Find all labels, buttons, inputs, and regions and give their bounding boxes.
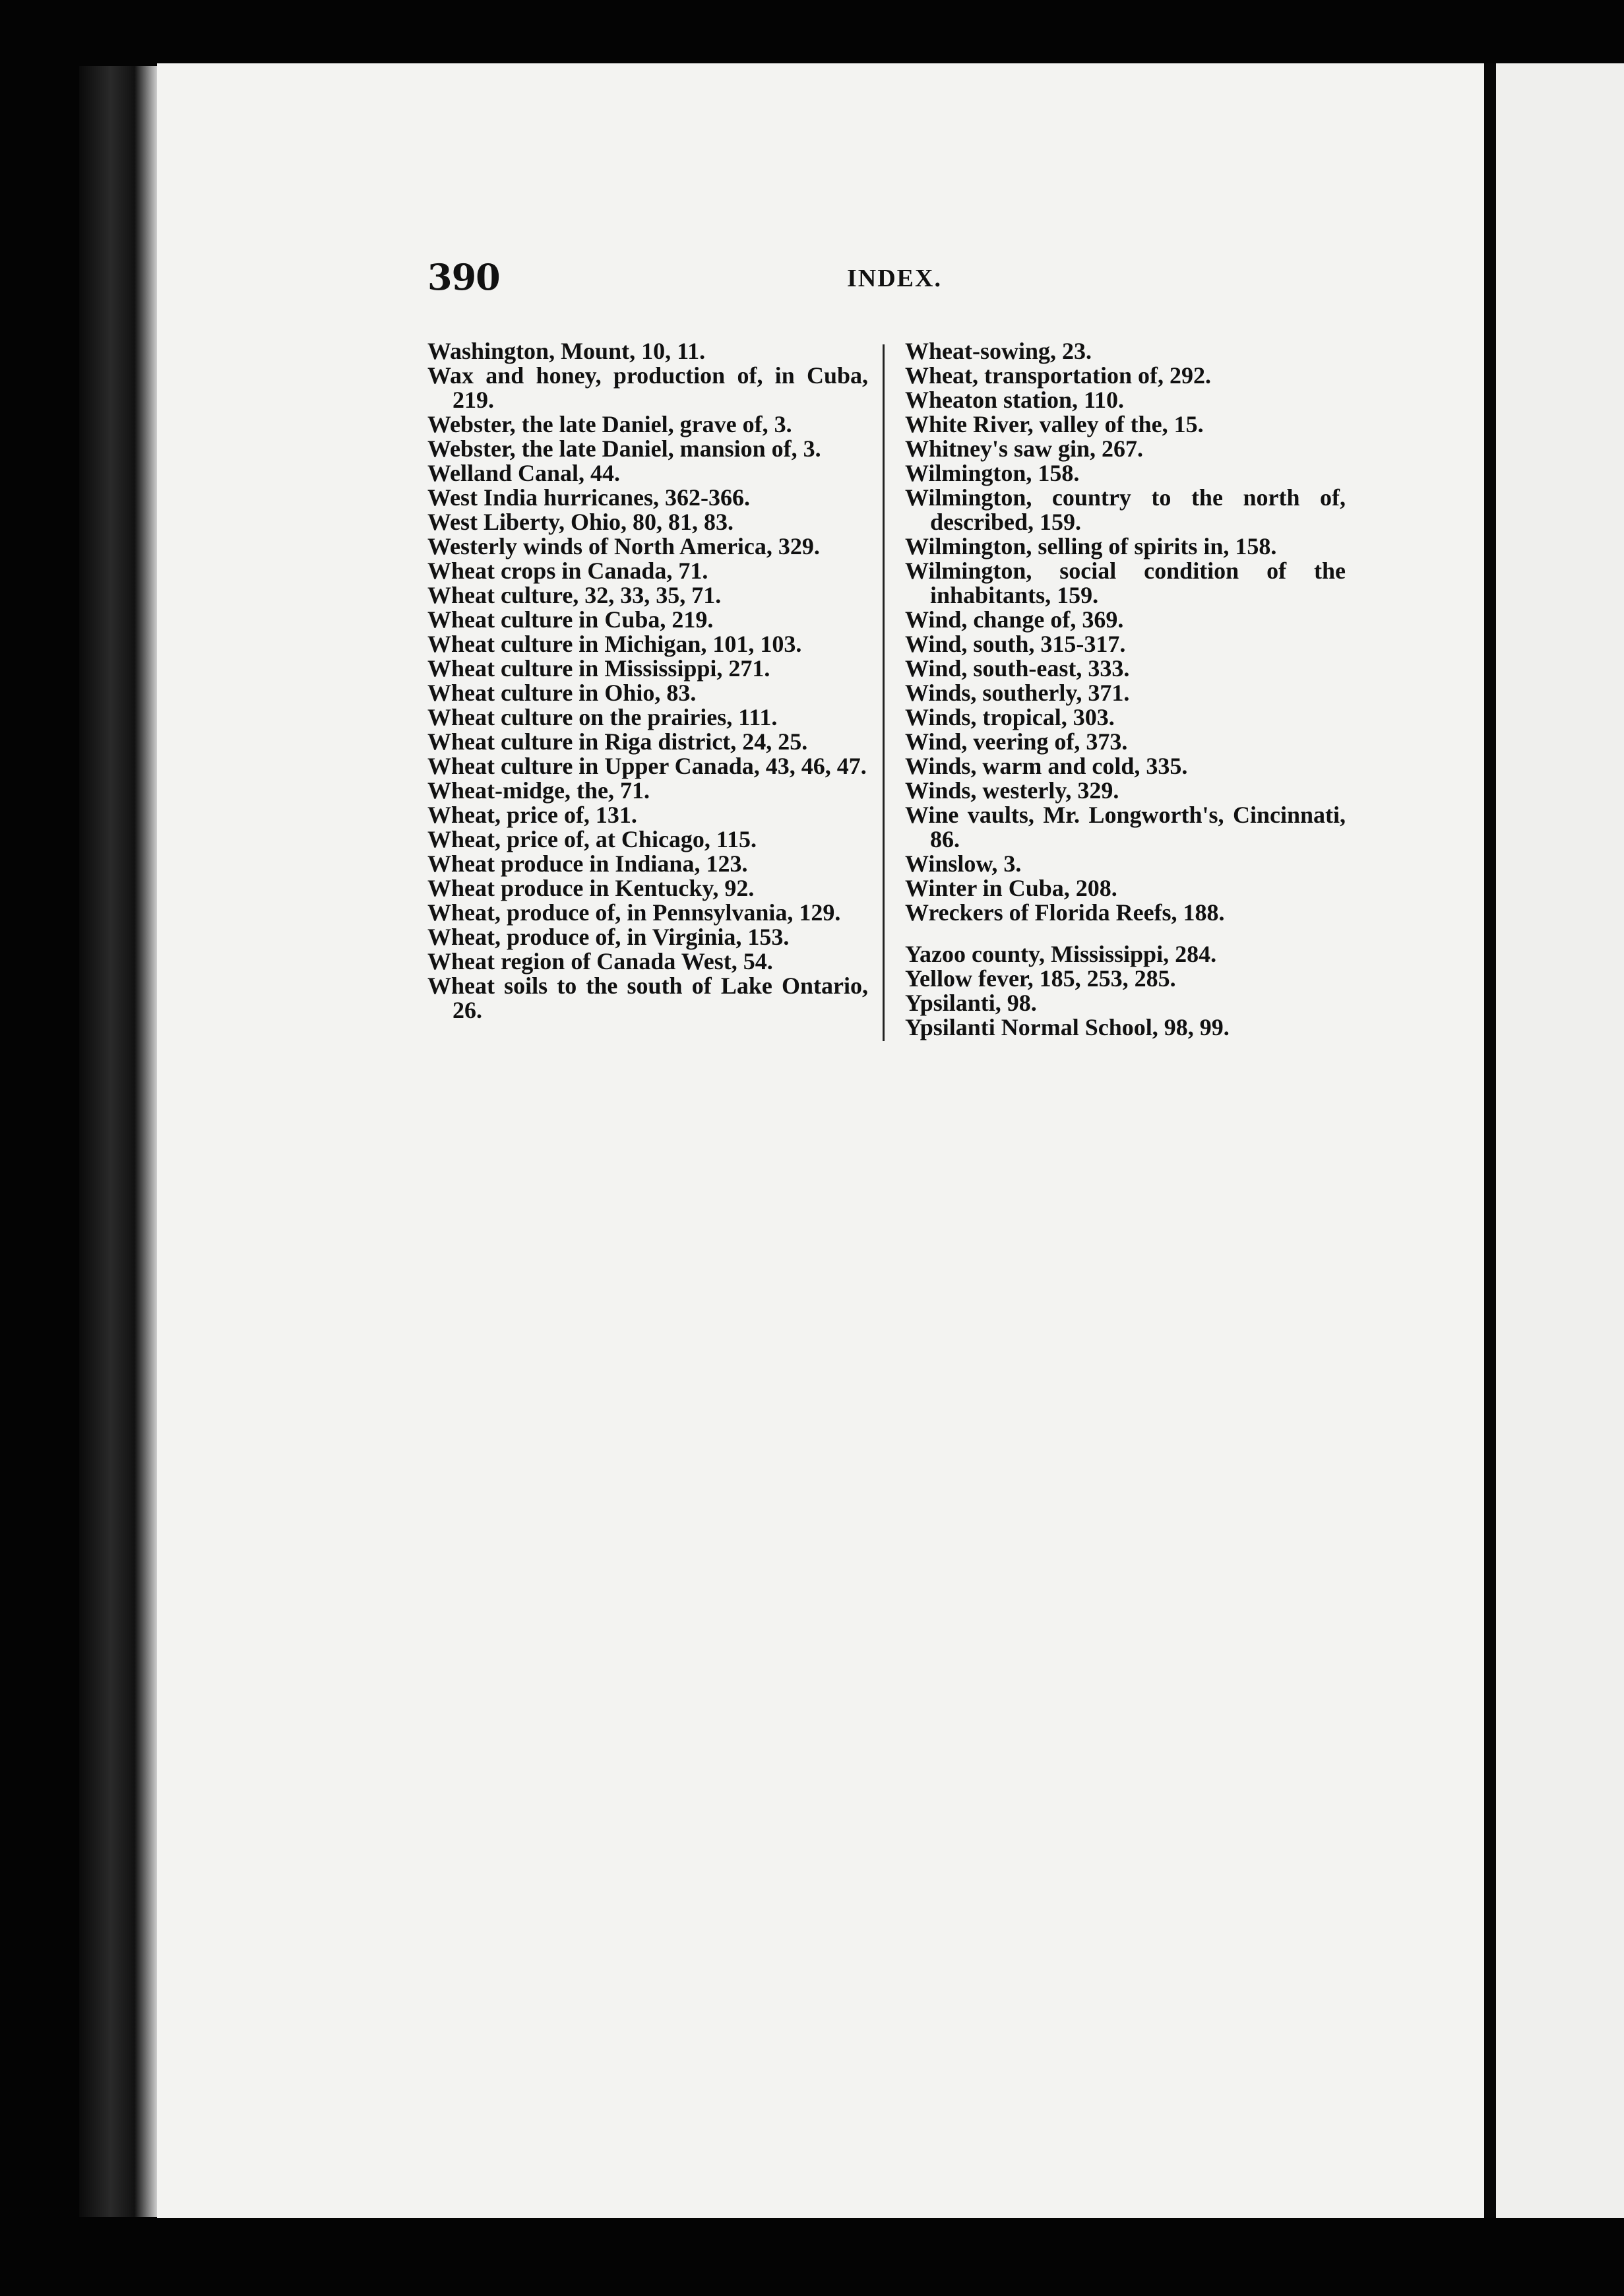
index-entry: Wheat culture in Michigan, 101, 103. bbox=[427, 631, 802, 657]
index-entry: Wheat culture in Upper Canada, 43, 46, 47. bbox=[427, 753, 867, 779]
index-entry: Wheat-sowing, 23. bbox=[905, 338, 1092, 364]
index-entry: Wind, veering of, 373. bbox=[905, 728, 1128, 755]
page-header bbox=[272, 256, 1354, 302]
index-entry: West Liberty, Ohio, 80, 81, 83. bbox=[427, 509, 734, 535]
index-column-left bbox=[427, 339, 868, 1023]
index-entry: Wheat crops in Canada, 71. bbox=[427, 558, 708, 584]
index-column-right bbox=[905, 339, 1346, 1040]
index-entry: Yazoo county, Mississippi, 284. bbox=[905, 941, 1217, 967]
index-entry: Wilmington, country to the north of, described, 159. bbox=[905, 484, 1346, 535]
index-entry: Ypsilanti Normal School, 98, 99. bbox=[905, 1014, 1230, 1040]
index-entry: Wheat, produce of, in Virginia, 153. bbox=[427, 924, 790, 950]
index-entry: Wheat culture in Mississippi, 271. bbox=[427, 655, 770, 682]
index-entry: Wind, south, 315-317. bbox=[905, 631, 1126, 657]
page-number: 390 bbox=[427, 256, 500, 298]
index-entry: Washington, Mount, 10, 11. bbox=[427, 338, 706, 364]
index-entry: Wax and honey, production of, in Cuba, 219. bbox=[427, 362, 868, 413]
index-entry: Wheat culture on the prairies, 111. bbox=[427, 704, 778, 730]
index-entry: Winds, westerly, 329. bbox=[905, 777, 1119, 804]
index-entry: Wheat soils to the south of Lake Ontario, 26. bbox=[427, 973, 868, 1023]
book-spine-edge bbox=[79, 66, 158, 2217]
index-entry: Wine vaults, Mr. Longworth's, Cincinnati, 86. bbox=[905, 802, 1346, 852]
index-entry: Wilmington, 158. bbox=[905, 460, 1080, 486]
index-entry: Wheat culture in Riga district, 24, 25. bbox=[427, 728, 808, 755]
index-entry: Wheat, transportation of, 292. bbox=[905, 362, 1211, 389]
index-entry: Winds, tropical, 303. bbox=[905, 704, 1115, 730]
index-entry: Wreckers of Florida Reefs, 188. bbox=[905, 899, 1225, 926]
index-entry: Winds, southerly, 371. bbox=[905, 680, 1130, 706]
index-entry: Wheat-midge, the, 71. bbox=[427, 777, 650, 804]
index-entry: Winter in Cuba, 208. bbox=[905, 875, 1117, 901]
index-entry: Wind, south-east, 333. bbox=[905, 655, 1130, 682]
index-entry: Wheat, price of, 131. bbox=[427, 802, 637, 828]
index-entry: Wheat produce in Kentucky, 92. bbox=[427, 875, 755, 901]
index-entry: Wilmington, social condition of the inhabitants, 159. bbox=[905, 558, 1346, 608]
index-entry: Wind, change of, 369. bbox=[905, 606, 1124, 633]
running-title: INDEX. bbox=[847, 265, 942, 292]
facing-page-edge bbox=[1496, 63, 1624, 2218]
index-entry: Wilmington, selling of spirits in, 158. bbox=[905, 533, 1277, 559]
index-entry: Wheat produce in Indiana, 123. bbox=[427, 850, 748, 877]
index-entry: Westerly winds of North America, 329. bbox=[427, 533, 820, 559]
index-entry: Yellow fever, 185, 253, 285. bbox=[905, 965, 1176, 992]
index-entry: Ypsilanti, 98. bbox=[905, 990, 1037, 1016]
index-entry: Wheat culture in Cuba, 219. bbox=[427, 606, 714, 633]
index-entry: Webster, the late Daniel, mansion of, 3. bbox=[427, 435, 821, 462]
column-divider-rule bbox=[883, 344, 885, 1041]
index-entry: Wheat region of Canada West, 54. bbox=[427, 948, 773, 974]
index-entry: West India hurricanes, 362-366. bbox=[427, 484, 751, 511]
index-entry: Welland Canal, 44. bbox=[427, 460, 621, 486]
index-entry: Wheat, produce of, in Pennsylvania, 129. bbox=[427, 899, 841, 926]
index-entry: Wheat culture in Ohio, 83. bbox=[427, 680, 697, 706]
index-entry: Winds, warm and cold, 335. bbox=[905, 753, 1188, 779]
index-entry: Webster, the late Daniel, grave of, 3. bbox=[427, 411, 792, 437]
index-entry: Wheat, price of, at Chicago, 115. bbox=[427, 826, 757, 852]
index-entry: White River, valley of the, 15. bbox=[905, 411, 1204, 437]
index-entry: Wheat culture, 32, 33, 35, 71. bbox=[427, 582, 722, 608]
index-entry: Wheaton station, 110. bbox=[905, 387, 1125, 413]
index-entry: Whitney's saw gin, 267. bbox=[905, 435, 1144, 462]
index-entry: Winslow, 3. bbox=[905, 850, 1022, 877]
